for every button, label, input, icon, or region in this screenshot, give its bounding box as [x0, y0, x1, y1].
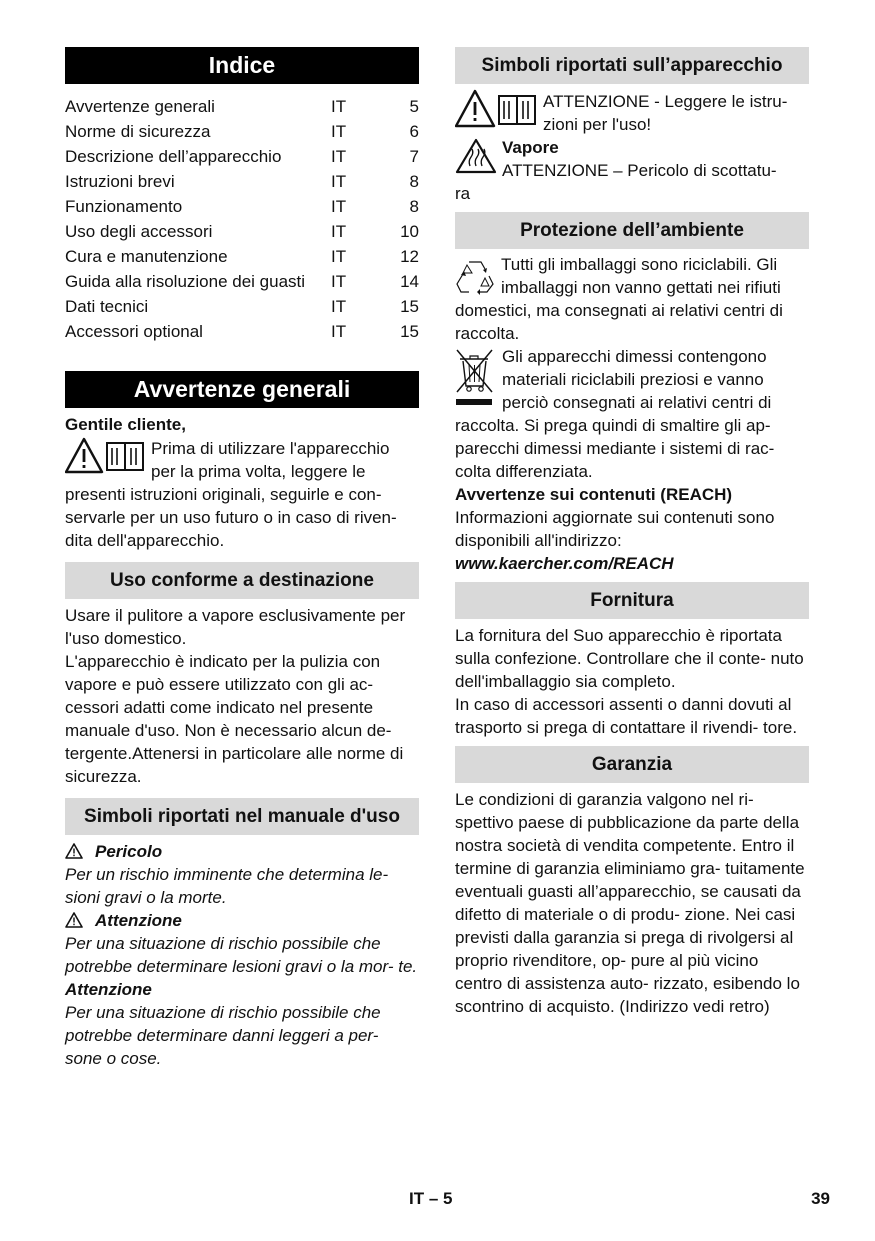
toc-page: 5: [409, 97, 419, 116]
crossed-bin-icon: [455, 345, 502, 410]
toc-label: Uso degli accessori: [65, 222, 213, 241]
recycle-icon: [455, 253, 501, 296]
danger-label-row: [65, 840, 419, 863]
steam-label: Vapore: [502, 138, 559, 157]
intended-use-heading: Uso conforme a destinazione: [65, 562, 419, 599]
toc-page: 10: [400, 222, 419, 241]
weee-text: raccolta. Si prega quindi di smaltire gli ap- parecchi dimessi mediante i sistemi di rac- colta differenziata.: [455, 416, 775, 481]
intended-use-text-2: L'apparecchio è indicato per la pulizia con vapore e può essere utilizzato con gli ac- cessori adatti come indicato nel presente manuale d'uso. Non è necessario alcun de- tergente.Attenersi in particolare alle norme di sicurezza.: [65, 652, 404, 786]
toc-page: 15: [400, 322, 419, 341]
warning-manual-icon: [65, 437, 151, 475]
reach-heading: Avvertenze sui contenuti (REACH): [455, 485, 733, 504]
toc-page: 7: [409, 147, 419, 166]
toc-lang: IT: [331, 297, 347, 316]
reach-text: Informazioni aggiornate sui contenuti sono disponibili all'indirizzo:: [455, 508, 775, 550]
intro-text: presenti istruzioni originali, seguirle e con- servarle per un uso futuro o in caso di riven- dita dell'apparecchio.: [65, 485, 397, 550]
warranty-text: Le condizioni di garanzia valgono nel ri- spettivo paese di pubblicazione da parte della nostra società di vendita competente. Entro il termine di garanzia eliminiamo gra- tuitamente eventuali guasti all’apparecchio, se causati da difetto di materiale o di produ- zione. Nei casi previsti dalla garanzia si prega di rivolgersi al proprio rivenditore, op- pure al più vicino centro di assistenza auto- rizzato, esibendo lo scontrino di acquisto. (Indirizzo vedi retro): [455, 790, 805, 1016]
toc-row[interactable]: [65, 94, 419, 119]
toc-page: 8: [409, 197, 419, 216]
toc-page: 14: [400, 272, 419, 291]
danger-label: Pericolo: [95, 842, 163, 861]
intro-block: [65, 437, 419, 483]
toc-lang: IT: [331, 272, 347, 291]
intended-use-text-1: Usare il pulitore a vapore esclusivamente per l'uso domestico.: [65, 606, 406, 648]
steam-row: [455, 136, 809, 182]
supply-text-2: In caso di accessori assenti o danni dovuti al trasporto si prega di contattare il rivendi- tore.: [455, 695, 798, 737]
read-manual-row: [455, 89, 809, 136]
toc-label: Norme di sicurezza: [65, 122, 211, 141]
toc-row[interactable]: [65, 169, 419, 194]
warning-triangle-icon: [65, 909, 95, 928]
danger-text: Per un rischio imminente che determina le- sioni gravi o la morte.: [65, 865, 389, 907]
environment-heading: Protezione dell’ambiente: [455, 212, 809, 249]
toc-label: Descrizione dell’apparecchio: [65, 147, 282, 166]
toc-lang: IT: [331, 197, 347, 216]
steam-text-line-1: ATTENZIONE – Pericolo di scottatu-: [502, 161, 777, 180]
toc-row[interactable]: [65, 119, 419, 144]
warning-triangle-icon: [65, 840, 95, 859]
page-number: 39: [811, 1189, 830, 1208]
toc-label: Accessori optional: [65, 322, 203, 341]
toc-lang: IT: [331, 147, 347, 166]
warranty-heading: Garanzia: [455, 746, 809, 783]
toc-lang: IT: [331, 222, 347, 241]
index-heading: Indice: [65, 47, 419, 84]
dear-customer: Gentile cliente,: [65, 415, 186, 434]
warning-label-row: [65, 909, 419, 932]
reach-link[interactable]: www.kaercher.com/REACH: [455, 554, 674, 573]
steam-text-line-2: ra: [455, 184, 471, 203]
toc-row[interactable]: [65, 244, 419, 269]
intro-line-1: Prima di utilizzare l'apparecchio: [151, 439, 390, 458]
right-column: [455, 47, 809, 1018]
weee-row: [455, 345, 809, 414]
recycle-text: domestici, ma consegnati ai relativi centri di raccolta.: [455, 301, 783, 343]
toc-page: 15: [400, 297, 419, 316]
table-of-contents: [65, 94, 419, 344]
warning-text: Per una situazione di rischio possibile che potrebbe determinare lesioni gravi o la mor- te.: [65, 934, 418, 976]
hot-steam-icon: [455, 136, 502, 174]
read-manual-text: ATTENZIONE - Leggere le istru- zioni per l'uso!: [543, 92, 788, 134]
caution-text: Per una situazione di rischio possibile che potrebbe determinare danni leggeri a per- sone o cose.: [65, 1003, 381, 1068]
toc-label: Avvertenze generali: [65, 97, 215, 116]
toc-label: Guida alla risoluzione dei guasti: [65, 272, 306, 291]
toc-page: 12: [400, 247, 419, 266]
recycle-row: [455, 253, 809, 299]
toc-row[interactable]: [65, 269, 419, 294]
toc-row[interactable]: [65, 294, 419, 319]
toc-label: Istruzioni brevi: [65, 172, 175, 191]
intro-line-2: per la prima volta, leggere le: [151, 462, 366, 481]
manual-symbols-heading: Simboli riportati nel manuale d'uso: [65, 798, 419, 835]
toc-label: Dati tecnici: [65, 297, 149, 316]
recycle-line-1: Tutti gli imballaggi sono riciclabili. Gli: [501, 255, 778, 274]
device-symbols-heading: Simboli riportati sull’apparecchio: [455, 47, 809, 84]
recycle-line-2: imballaggi non vanno gettati nei rifiuti: [501, 278, 781, 297]
supply-heading: Fornitura: [455, 582, 809, 619]
toc-page: 6: [409, 122, 419, 141]
toc-lang: IT: [331, 122, 347, 141]
toc-row[interactable]: [65, 219, 419, 244]
toc-lang: IT: [331, 322, 347, 341]
toc-page: 8: [409, 172, 419, 191]
warning-manual-icon: [455, 89, 543, 129]
footer-lang-page: IT – 5: [409, 1189, 453, 1208]
general-notes-heading: Avvertenze generali: [65, 371, 419, 408]
warning-label: Attenzione: [95, 911, 182, 930]
toc-lang: IT: [331, 247, 347, 266]
supply-text-1: La fornitura del Suo apparecchio è riportata sulla confezione. Controllare che il conte- nuto dell'imballaggio sia completo.: [455, 626, 804, 691]
toc-lang: IT: [331, 172, 347, 191]
weee-line-1: Gli apparecchi dimessi contengono: [502, 347, 767, 366]
toc-lang: IT: [331, 97, 347, 116]
toc-label: Cura e manutenzione: [65, 247, 228, 266]
toc-row[interactable]: [65, 144, 419, 169]
caution-label: Attenzione: [65, 980, 152, 999]
toc-label: Funzionamento: [65, 197, 183, 216]
left-column: [65, 47, 419, 1070]
weee-line-2: materiali riciclabili preziosi e vanno: [502, 370, 764, 389]
toc-row[interactable]: [65, 194, 419, 219]
weee-line-3: perciò consegnati ai relativi centri di: [502, 393, 772, 412]
toc-row[interactable]: [65, 319, 419, 344]
